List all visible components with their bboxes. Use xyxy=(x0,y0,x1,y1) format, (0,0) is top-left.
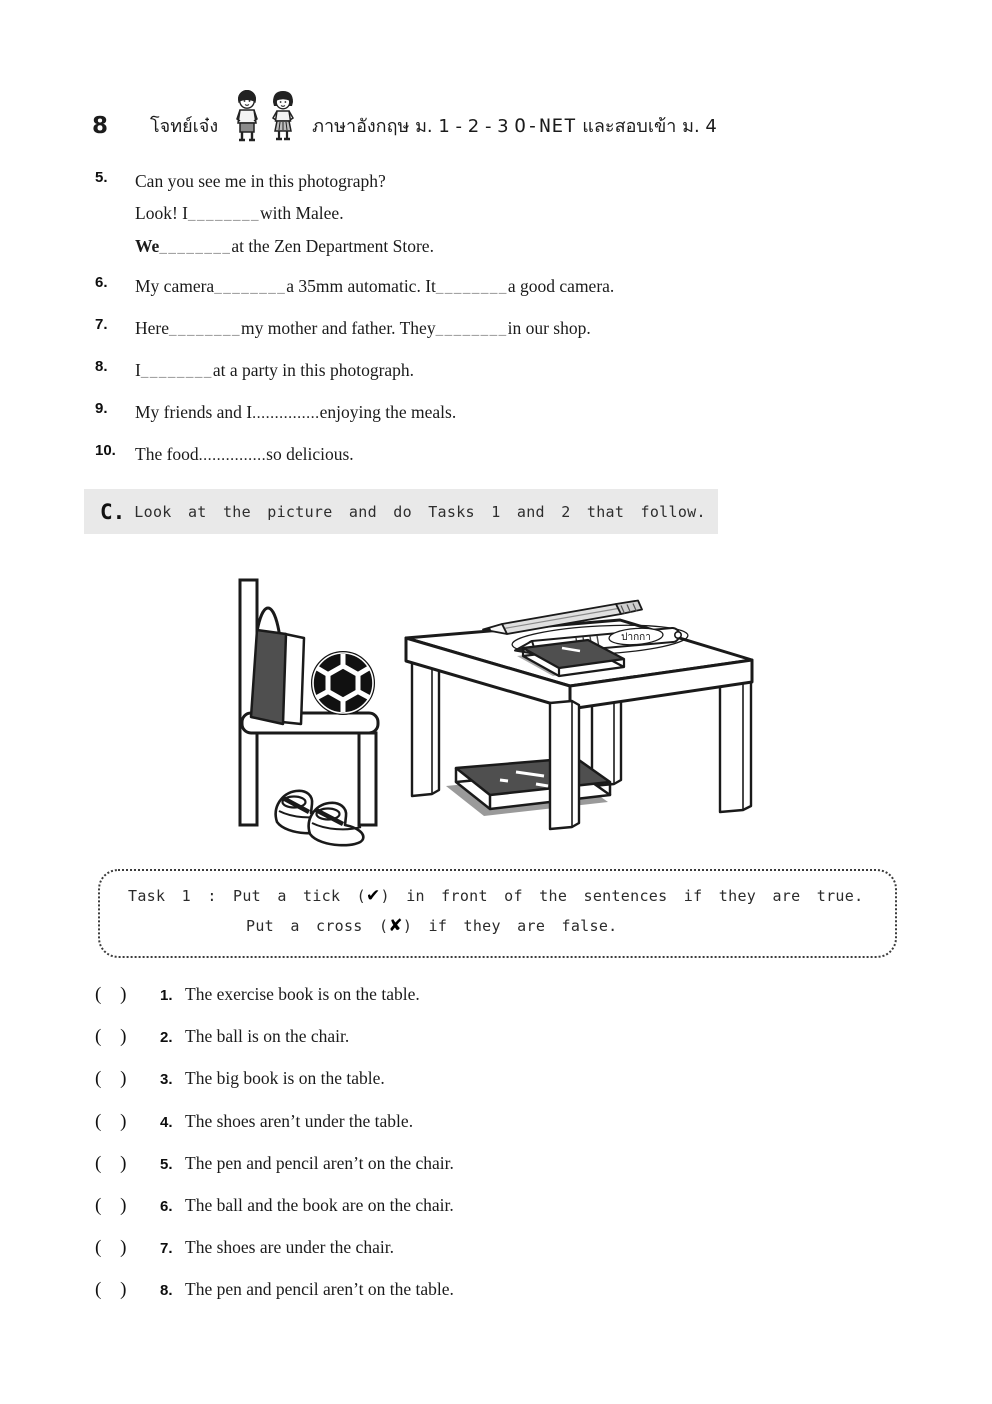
exercise-number: 6. xyxy=(95,274,108,291)
answer-blank: ________ xyxy=(214,280,287,296)
exercise-item-9 xyxy=(95,397,456,430)
boy-student-icon xyxy=(232,88,262,144)
exercise-text xyxy=(135,166,434,265)
cross-icon: ✘ xyxy=(388,916,403,936)
exercise-text: Here________my mother and father. They________in our shop. xyxy=(135,318,591,338)
answer-slot: ( ) xyxy=(95,984,134,1005)
book-title-part2: และสอบเข้า ม. 4 xyxy=(582,116,717,137)
onet-label: O-NET xyxy=(514,115,577,137)
exercise-line: We________at the Zen Department Store. xyxy=(135,236,434,256)
statement-row xyxy=(95,1237,394,1259)
exercise-item-7 xyxy=(95,313,591,347)
book-title-part1: ภาษาอังกฤษ ม. 1 - 2 - 3 xyxy=(312,116,509,137)
statement-number: 5. xyxy=(160,1156,173,1173)
answer-slot: ( ) xyxy=(95,1111,134,1132)
pen-label: ปากกา xyxy=(621,632,651,643)
big-book-under-table-icon xyxy=(446,758,610,816)
exercise-text: The food...............so delicious. xyxy=(135,444,354,464)
task1-instruction-box xyxy=(98,869,897,958)
statement-row xyxy=(95,1153,454,1175)
scene-illustration xyxy=(180,572,800,862)
exercise-text: I________at a party in this photograph. xyxy=(135,360,415,380)
statement-row xyxy=(95,1068,385,1090)
task1-line1: Task 1 : Put a tick (✔) in front of the sentences if they are true. xyxy=(128,886,864,906)
statement-number: 2. xyxy=(160,1029,173,1046)
statement-number: 8. xyxy=(160,1282,173,1299)
ball-icon xyxy=(312,652,374,714)
answer-blank: ________ xyxy=(140,364,213,380)
section-letter: C. xyxy=(100,499,126,524)
big-book-on-chair-icon xyxy=(251,630,304,724)
task1-label: Task 1 : xyxy=(128,887,217,905)
page-number: 8 xyxy=(92,113,109,139)
statement-number: 3. xyxy=(160,1071,173,1088)
table-front-leg xyxy=(550,701,579,829)
statement-text: The ball and the book are on the chair. xyxy=(185,1195,454,1215)
task1-line2: Put a cross (✘) if they are false. xyxy=(246,916,618,936)
answer-blank: ________ xyxy=(159,240,232,256)
answer-slot: ( ) xyxy=(95,1153,134,1174)
statement-text: The shoes aren’t under the table. xyxy=(185,1111,414,1131)
exercise-item-5 xyxy=(95,166,434,265)
answer-slot: ( ) xyxy=(95,1195,134,1216)
answer-slot: ( ) xyxy=(95,1026,134,1047)
page-header xyxy=(92,88,717,144)
statement-row xyxy=(95,1195,454,1217)
exercise-text: My friends and I...............enjoying the meals. xyxy=(135,402,457,422)
answer-slot: ( ) xyxy=(95,1237,134,1258)
answer-blank: ________ xyxy=(435,322,508,338)
exercise-number: 7. xyxy=(95,316,108,333)
exercise-line: Can you see me in this photograph? xyxy=(135,171,386,191)
statement-text: The pen and pencil aren’t on the table. xyxy=(185,1279,454,1299)
exercise-item-6 xyxy=(95,271,614,305)
students-icons xyxy=(232,88,298,144)
statement-number: 4. xyxy=(160,1114,173,1131)
girl-student-icon xyxy=(268,88,298,144)
exercise-item-10 xyxy=(95,439,354,472)
answer-blank: ............... xyxy=(198,447,267,464)
section-c-header xyxy=(84,489,718,534)
statement-row xyxy=(95,984,420,1006)
exercise-number: 9. xyxy=(95,400,108,417)
statement-row xyxy=(95,1111,413,1133)
statement-number: 1. xyxy=(160,987,173,1004)
statement-text: The exercise book is on the table. xyxy=(185,984,420,1004)
statement-text: The big book is on the table. xyxy=(185,1068,385,1088)
answer-slot: ( ) xyxy=(95,1279,134,1300)
exercise-item-8 xyxy=(95,355,414,389)
statement-text: The pen and pencil aren’t on the chair. xyxy=(185,1153,454,1173)
exercise-line: Look! I________with Malee. xyxy=(135,202,344,223)
statement-number: 6. xyxy=(160,1198,173,1215)
exercise-text: My camera________a 35mm automatic. It________a good camera. xyxy=(135,276,615,296)
answer-blank: ________ xyxy=(187,206,260,223)
brand-name: โจทย์เจ๋ง xyxy=(150,116,219,137)
answer-blank: ________ xyxy=(169,322,242,338)
answer-slot: ( ) xyxy=(95,1068,134,1089)
statement-number: 7. xyxy=(160,1240,173,1257)
answer-blank: ............... xyxy=(252,405,320,422)
exercise-number: 10. xyxy=(95,442,116,459)
statement-row xyxy=(95,1026,349,1048)
exercise-number: 8. xyxy=(95,358,108,375)
section-instruction: Look at the picture and do Tasks 1 and 2 that follow. xyxy=(134,502,706,521)
tick-icon: ✔ xyxy=(365,886,381,906)
book-title xyxy=(312,117,717,144)
scene-svg xyxy=(180,572,800,862)
statement-text: The shoes are under the chair. xyxy=(185,1237,394,1257)
statement-text: The ball is on the chair. xyxy=(185,1026,350,1046)
statement-row xyxy=(95,1279,454,1301)
answer-blank: ________ xyxy=(435,280,508,296)
shoes-icon xyxy=(276,791,364,845)
exercise-number: 5. xyxy=(95,169,108,186)
